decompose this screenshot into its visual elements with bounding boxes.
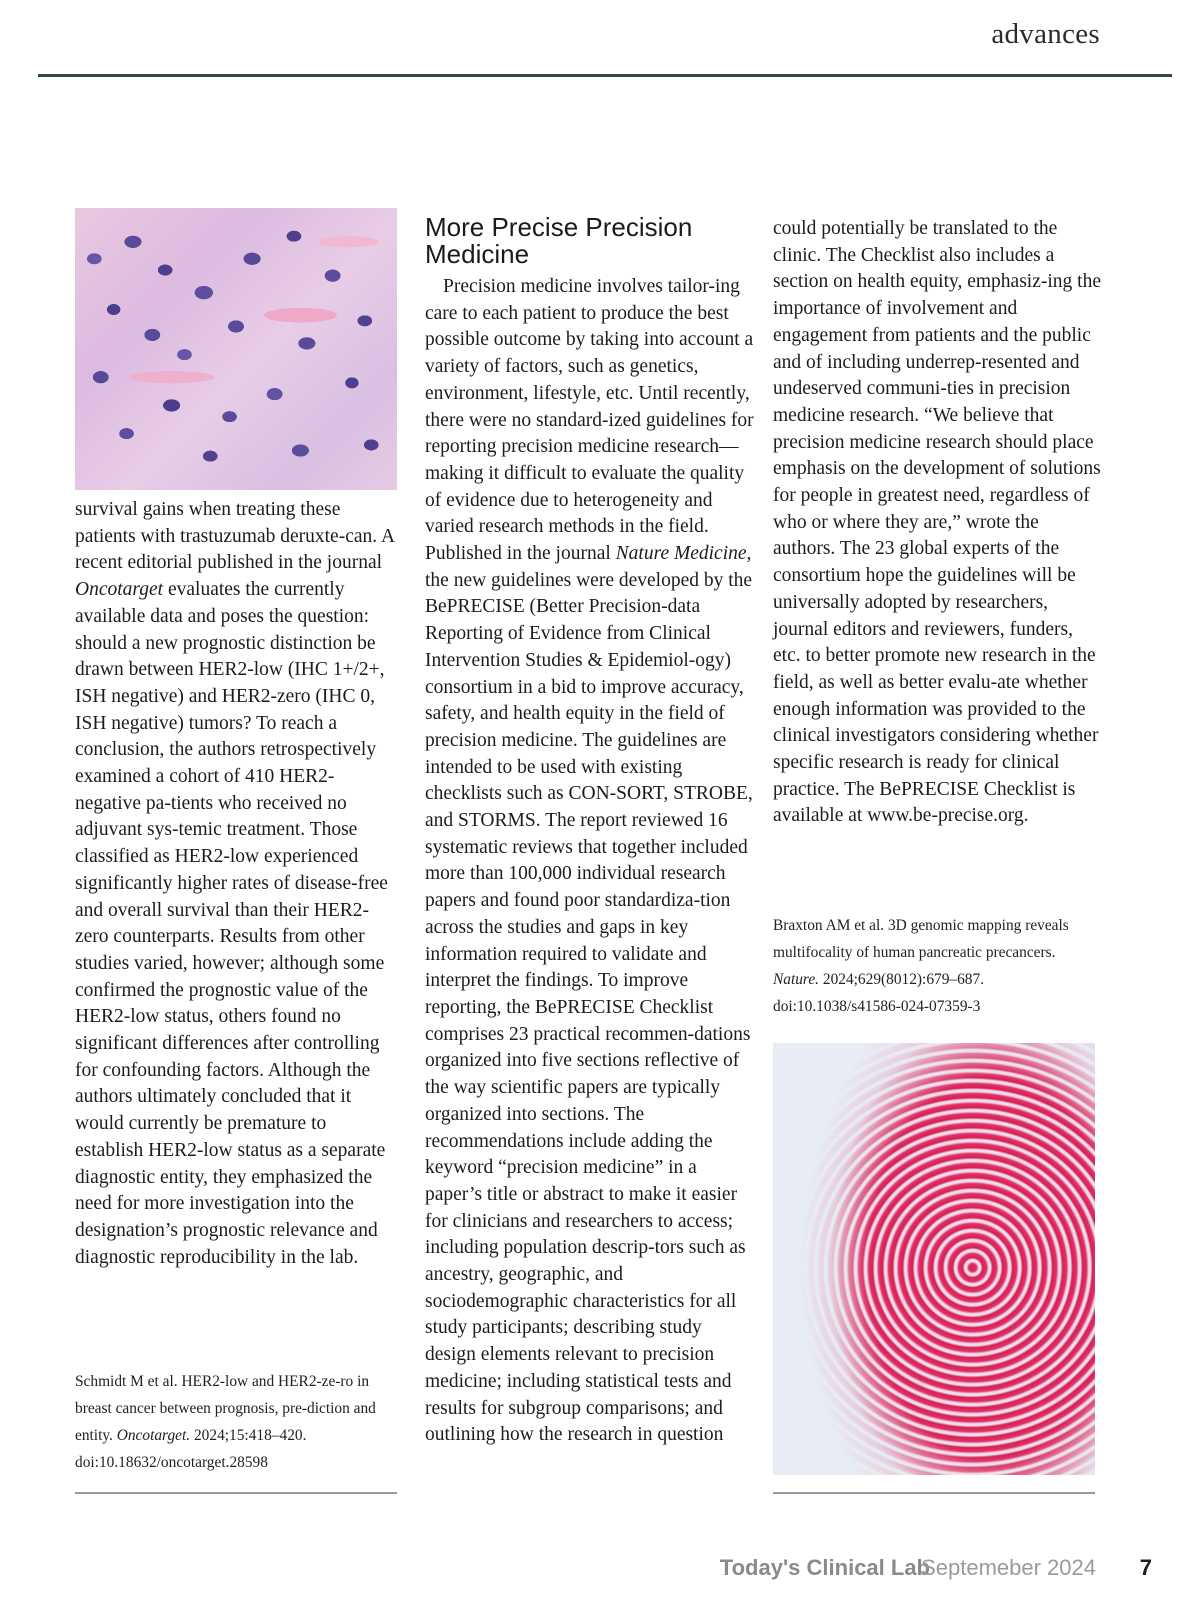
journal-name: Nature Medicine, bbox=[615, 543, 752, 565]
histology-image bbox=[75, 208, 397, 490]
magazine-name: Today's Clinical Lab bbox=[719, 1555, 930, 1580]
article-headline: More Precise Precision Medicine bbox=[425, 212, 693, 269]
section-label: advances bbox=[991, 18, 1100, 50]
col1-paragraph: survival gains when treating these patients with trastuzumab deruxte-can. A recent editorial published in the journal Oncotarget evaluates the currently available data and poses the question: should a new prognostic distinction be drawn between HER2-low (IHC 1+/2+, ISH negative) and HER2-zero (IHC 0, ISH negative) tumors? To reach a conclusion, the authors retrospectively examined a cohort of 410 HER2-negative pa-tients who received no adjuvant sys-temic treatment. Those classified as HER2-low experienced significantly higher rates of disease-free and overall survival than their HER2-zero counterparts. Results from other studies varied, however; although some confirmed the prognostic value of the HER2-low status, others found no significant differences after controlling for confounding factors. Although the authors ultimately concluded that it would currently be premature to establish HER2-low status as a separate diagnostic entity, they emphasized the need for more investigation into the designation’s prognostic relevance and diagnostic reproducibility in the lab. bbox=[75, 499, 394, 1268]
issue-date: Septemeber 2024 bbox=[921, 1555, 1096, 1580]
header-rule bbox=[38, 74, 1172, 77]
col3-reference: Braxton AM et al. 3D genomic mapping reveals multifocality of human pancreatic precancers. Nature. 2024;629(8012):679–687. doi:10.1038/s41586-024-07359-3 bbox=[773, 917, 1069, 1015]
ref-journal: Oncotarget. bbox=[116, 1427, 191, 1444]
col3-bottom-rule bbox=[773, 1492, 1095, 1494]
ref-journal: Nature. bbox=[773, 971, 820, 988]
col2-paragraph: Precision medicine involves tailor-ing care to each patient to produce the best possible outcome by taking into account a variety of factors, such as genetics, environment, lifestyle, etc. Until recently, there were no standard-ized guidelines for reporting precision medicine research—making it difficult to evaluate the quality of evidence due to heterogeneity and varied research methods in the field. Published in the journal Nature Medicine, the new guidelines were developed by the BePRECISE (Better Precision-data Reporting of Evidence from Clinical Intervention Studies & Epidemiol-ogy) consortium in a bid to improve accuracy, safety, and health equity in the field of precision medicine. The guidelines are intended to be used with existing checklists such as CON-SORT, STROBE, and STORMS. The report reviewed 16 systematic reviews that together included more than 100,000 individual research papers and found poor standardiza-tion across the studies and gaps in key information required to validate and interpret the findings. To improve reporting, the BePRECISE Checklist comprises 23 practical recommen-dations organized into five sections reflective of the way scientific papers are typically organized into sections. The recommendations include adding the keyword “precision medicine” in a paper’s title or abstract to make it easier for clinicians and researchers to access; including population descrip-tors such as ancestry, geographic, and sociodemographic characteristics for all study participants; describing study design elements relevant to precision medicine; including statistical tests and results for subgroup comparisons; and outlining how the research in question bbox=[425, 276, 754, 1446]
page-number: 7 bbox=[1139, 1555, 1152, 1580]
col3-paragraph: could potentially be translated to the clinic. The Checklist also includes a section on health equity, emphasiz-ing the importance of involvement and engagement from patients and the public and of including underrep-resented and undeserved communi-ties in precision medicine research. “We believe that precision medicine research should place emphasis on the development of solutions for people in greatest need, regardless of who or where they are,” wrote the authors. The 23 global experts of the consortium hope the guidelines will be universally adopted by researchers, journal editors and reviewers, funders, etc. to better promote new research in the field, as well as better evalu-ate whether enough information was provided to the clinical investigators considering whether specific research is ready for clinical practice. The BePRECISE Checklist is available at www.be-precise.org. bbox=[773, 218, 1101, 827]
col1-bottom-rule bbox=[75, 1492, 397, 1494]
col3-body bbox=[773, 216, 1103, 830]
col1-reference: Schmidt M et al. HER2-low and HER2-ze-ro in breast cancer between prognosis, pre-diction and entity. Oncotarget. 2024;15:418–420. doi:10.18632/oncotarget.28598 bbox=[75, 1373, 376, 1471]
fingerprint-image bbox=[773, 1043, 1095, 1475]
col1-body bbox=[75, 497, 397, 1271]
page-footer bbox=[0, 1555, 1200, 1585]
col2-body bbox=[425, 274, 755, 1449]
journal-name: Oncotarget bbox=[75, 579, 164, 601]
col2-article bbox=[425, 214, 755, 1449]
fingerprint-fade bbox=[773, 1043, 1095, 1475]
